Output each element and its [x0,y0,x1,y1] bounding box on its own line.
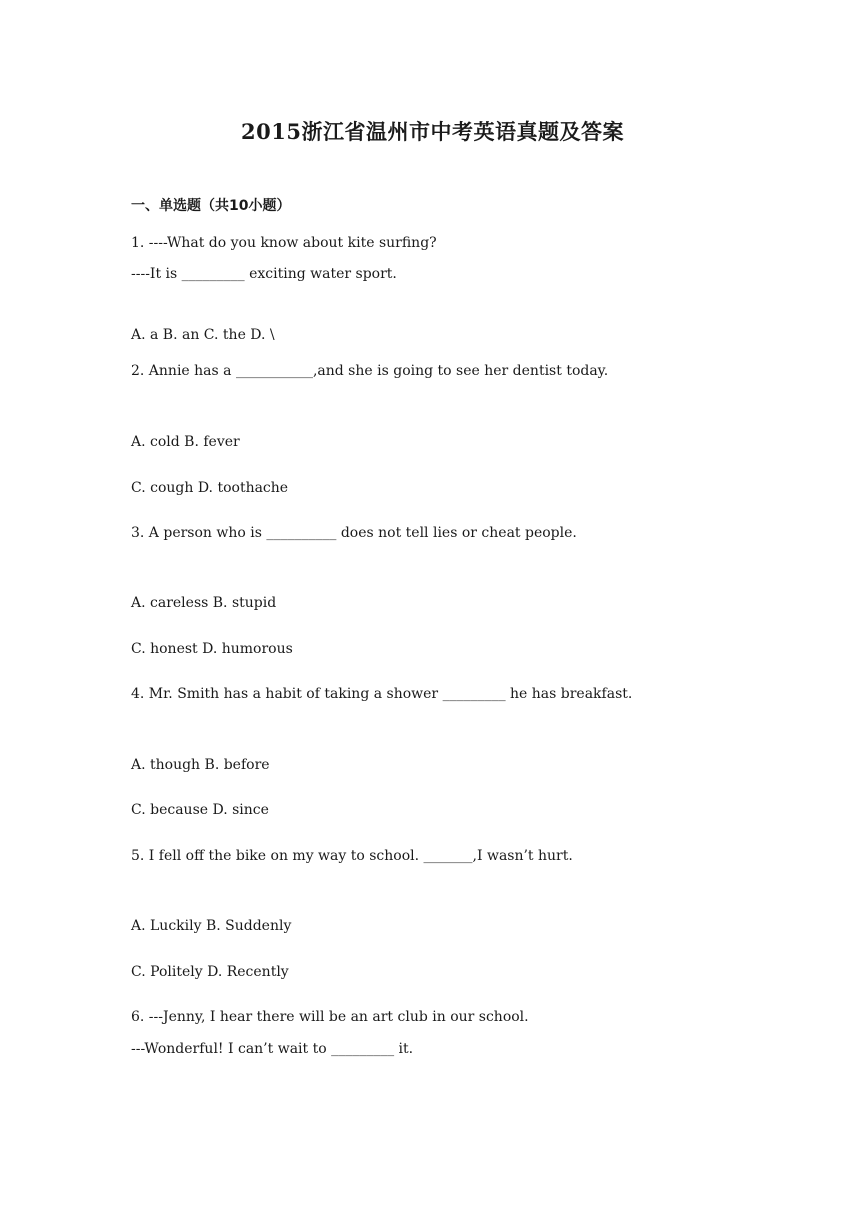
question-5-options-line-1: A. Luckily B. Suddenly [131,918,292,934]
question-1-stem-line-1: 1. ----What do you know about kite surfing? [131,235,437,251]
question-3-stem: 3. A person who is __________ does not tell lies or cheat people. [131,525,577,541]
question-2-options-line-2: C. cough D. toothache [131,480,289,496]
question-2-options-line-1: A. cold B. fever [131,434,240,450]
question-6-stem-line-2: ---Wonderful! I can’t wait to _________ it. [131,1041,414,1057]
question-3-options-line-2: C. honest D. humorous [131,641,293,657]
question-2-stem: 2. Annie has a ___________,and she is going to see her dentist today. [131,363,609,379]
question-4-options-line-2: C. because D. since [131,802,269,818]
section-heading: 一、单选题（共10小题） [131,198,291,214]
question-5-stem: 5. I fell off the bike on my way to school. _______,I wasn’t hurt. [131,848,573,864]
document-title: 2015浙江省温州市中考英语真题及答案 [241,119,624,144]
question-4-stem: 4. Mr. Smith has a habit of taking a shower _________ he has breakfast. [131,686,633,702]
question-5-options-line-2: C. Politely D. Recently [131,964,289,980]
question-1-options: A. a B. an C. the D. \ [131,327,275,343]
question-4-options-line-1: A. though B. before [131,757,270,773]
question-1-stem-line-2: ----It is _________ exciting water sport. [131,266,397,282]
question-6-stem-line-1: 6. ---Jenny, I hear there will be an art club in our school. [131,1009,529,1025]
question-3-options-line-1: A. careless B. stupid [131,595,277,611]
